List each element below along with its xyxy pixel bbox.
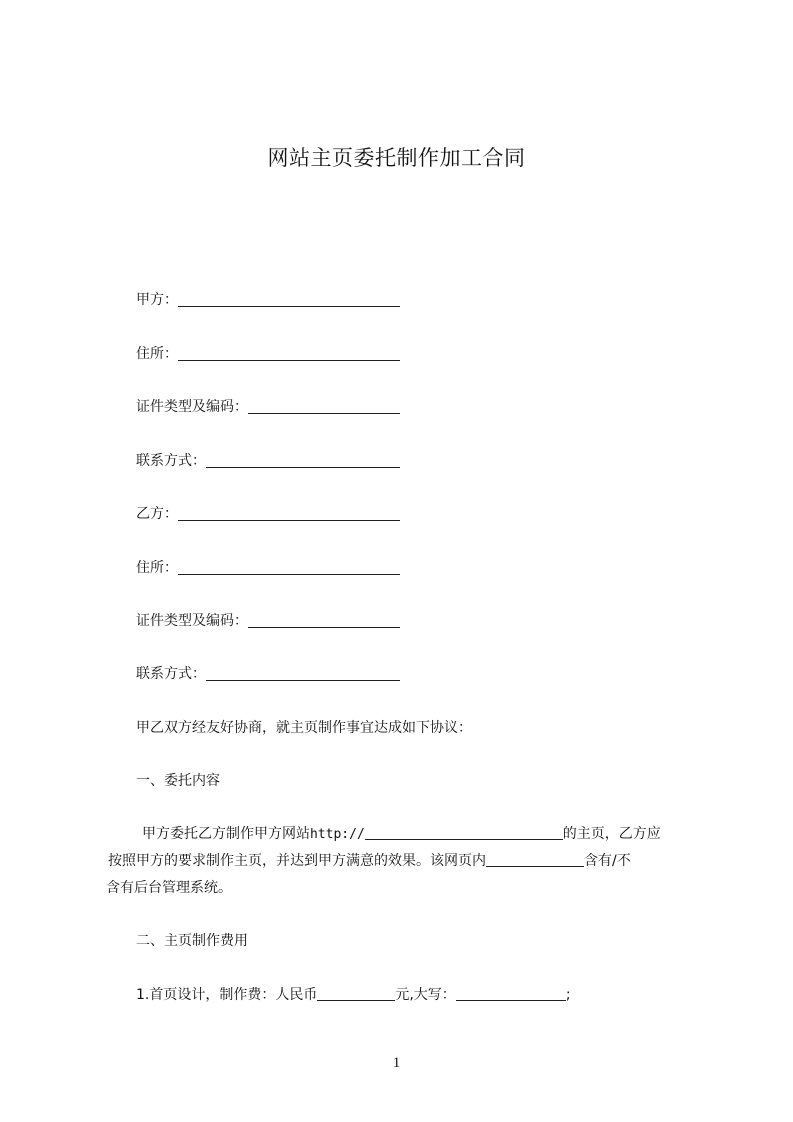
- party-b-name-blank: [178, 506, 400, 521]
- document-title: 网站主页委托制作加工合同: [267, 146, 526, 170]
- section-2-heading: 二、主页制作费用: [136, 933, 248, 949]
- section-1-line-3: 含有后台管理系统。: [106, 880, 232, 896]
- website-url-blank: [365, 825, 563, 840]
- section-1-line-2-text-b: 含有/不: [584, 853, 631, 869]
- party-b-address-label: 住所：: [136, 560, 178, 576]
- section-1-line-1-text-b: 的主页，乙方应: [562, 826, 661, 842]
- party-a-id-blank: [248, 399, 400, 414]
- party-a-contact-field: [136, 451, 400, 471]
- party-a-address-blank: [178, 346, 400, 361]
- section-1-heading: 一、委托内容: [136, 773, 220, 789]
- section-2-item-1: [136, 985, 571, 1005]
- party-b-contact-field: [136, 664, 400, 684]
- section-2-item-1-text-c: ;: [565, 987, 571, 1003]
- section-1-line-1: [142, 824, 661, 845]
- party-b-contact-blank: [206, 666, 400, 681]
- website-url-prefix: http://: [310, 827, 365, 842]
- party-a-address-field: [136, 344, 400, 364]
- section-2-item-1-text-b: 元,大写：: [395, 987, 456, 1003]
- section-1-line-2: [108, 851, 631, 871]
- party-b-name-field: [136, 504, 400, 524]
- party-a-contact-label: 联系方式：: [136, 453, 206, 469]
- page-number: 1: [392, 1055, 401, 1071]
- party-a-id-field: [136, 397, 400, 417]
- party-b-id-blank: [248, 613, 400, 628]
- section-2-item-1-text-a: 1.首页设计，制作费：人民币: [136, 987, 318, 1003]
- party-b-contact-label: 联系方式：: [136, 666, 206, 682]
- party-a-address-label: 住所：: [136, 346, 178, 362]
- party-a-name-blank: [178, 292, 400, 307]
- party-b-address-blank: [178, 560, 400, 575]
- party-b-id-field: [136, 611, 400, 631]
- party-b-address-field: [136, 558, 400, 578]
- admin-system-blank: [486, 852, 584, 867]
- section-1-line-1-text-a: 甲方委托乙方制作甲方网站: [142, 826, 310, 842]
- party-a-name-label: 甲方：: [136, 292, 178, 308]
- party-b-id-label: 证件类型及编码：: [136, 613, 248, 629]
- intro-paragraph: 甲乙双方经友好协商，就主页制作事宜达成如下协议：: [136, 720, 472, 736]
- section-1-line-2-text-a: 按照甲方的要求制作主页，并达到甲方满意的效果。该网页内: [108, 853, 486, 869]
- party-a-id-label: 证件类型及编码：: [136, 399, 248, 415]
- party-a-contact-blank: [206, 453, 400, 468]
- party-a-name-field: [136, 290, 400, 310]
- party-b-name-label: 乙方：: [136, 506, 178, 522]
- homepage-fee-amount-blank: [317, 986, 395, 1001]
- homepage-fee-words-blank: [456, 986, 566, 1001]
